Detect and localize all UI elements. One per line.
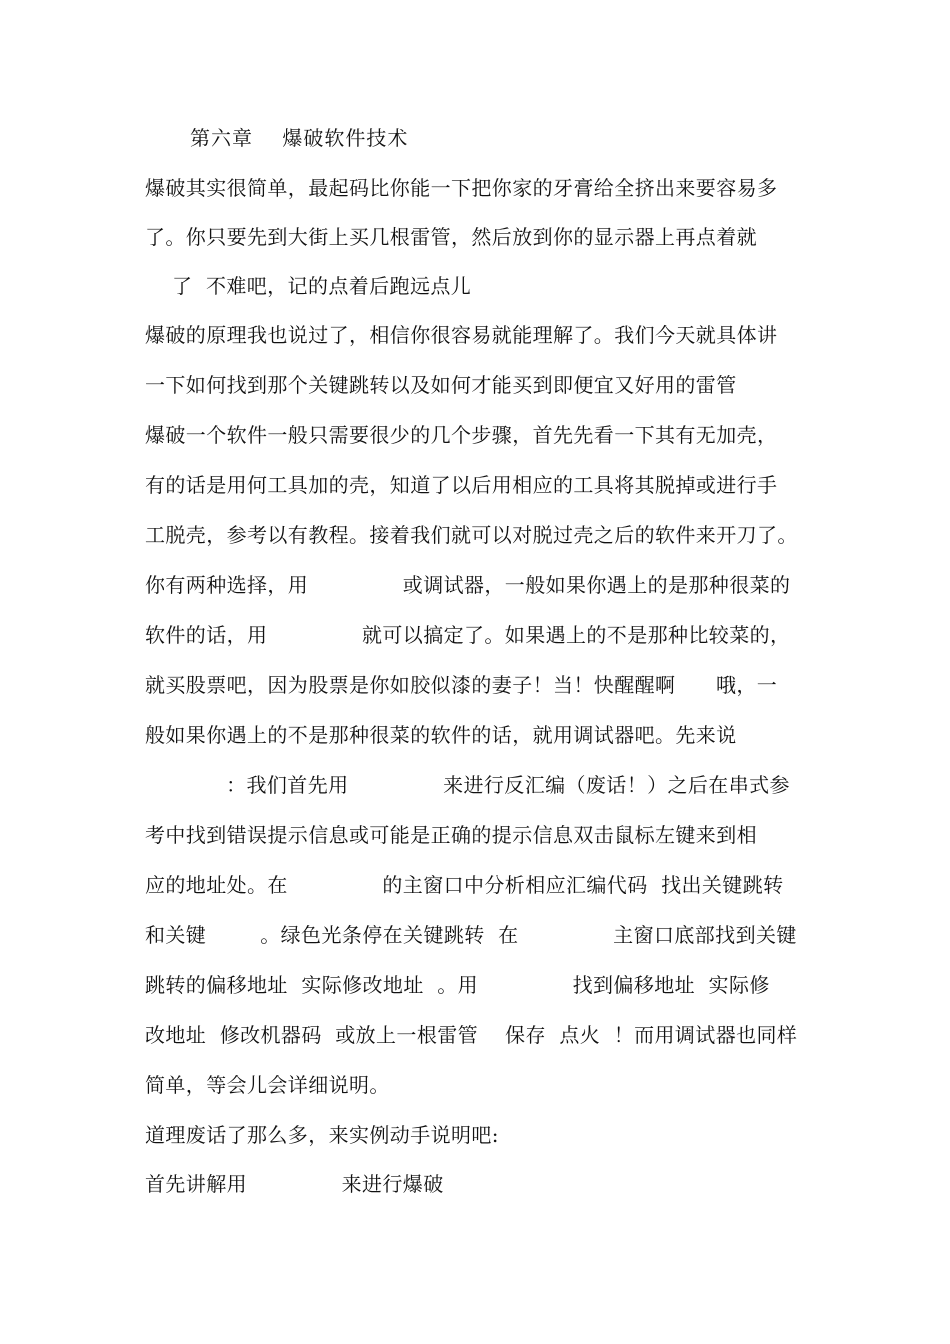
text-line-16: 和关键 。绿色光条停在关键跳转 在 主窗口底部找到关键 (145, 923, 797, 947)
text-line-11: 就买股票吧，因为股票是你如胶似漆的妻子！当！快醒醒啊 哦，一 (145, 673, 778, 697)
text-line-13: ：我们首先用 来进行反汇编（废话！）之后在串式参 (145, 773, 790, 797)
text-line-2: 了。你只要先到大街上买几根雷管，然后放到你的显示器上再点着就 (145, 225, 757, 249)
text-line-4: 爆破的原理我也说过了，相信你很容易就能理解了。我们今天就具体讲 (145, 323, 778, 347)
text-line-7: 有的话是用何工具加的壳，知道了以后用相应的工具将其脱掉或进行手 (145, 473, 778, 497)
chapter-title: 第六章 爆破软件技术 (190, 126, 409, 150)
text-line-21: 首先讲解用 来进行爆破 (145, 1172, 444, 1196)
text-line-6: 爆破一个软件一般只需要很少的几个步骤，首先先看一下其有无加壳， (145, 423, 778, 447)
text-line-12: 般如果你遇上的不是那种很菜的软件的话，就用调试器吧。先来说 (145, 723, 737, 747)
text-line-5: 一下如何找到那个关键跳转以及如何才能买到即便宜又好用的雷管 (145, 373, 737, 397)
text-line-18: 改地址 修改机器码 或放上一根雷管 保存 点火 ！而用调试器也同样 (145, 1023, 798, 1047)
text-line-17: 跳转的偏移地址 实际修改地址 。用 找到偏移地址 实际修 (145, 973, 770, 997)
text-line-20: 道理废话了那么多，来实例动手说明吧: (145, 1123, 499, 1147)
text-line-15: 应的地址处。在 的主窗口中分析相应汇编代码 找出关键跳转 (145, 873, 784, 897)
text-line-14: 考中找到错误提示信息或可能是正确的提示信息双击鼠标左键来到相 (145, 823, 757, 847)
text-line-10: 软件的话，用 就可以搞定了。如果遇上的不是那种比较菜的， (145, 623, 791, 647)
text-line-19: 简单，等会儿会详细说明。 (145, 1073, 390, 1097)
text-line-9: 你有两种选择，用 或调试器，一般如果你遇上的是那种很菜的 (145, 573, 791, 597)
text-line-8: 工脱壳，参考以有教程。接着我们就可以对脱过壳之后的软件来开刀了。 (145, 523, 798, 547)
text-line-1: 爆破其实很简单，最起码比你能一下把你家的牙膏给全挤出来要容易多 (145, 176, 778, 200)
text-line-3: 了 不难吧，记的点着后跑远点儿 (145, 274, 472, 298)
